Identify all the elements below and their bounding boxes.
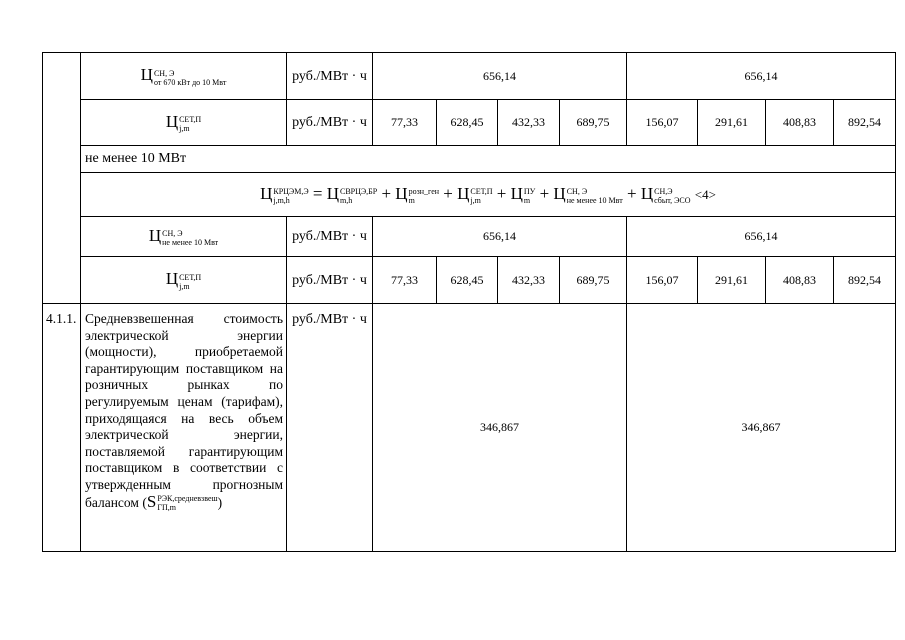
formula-sup: розн_ген xyxy=(408,186,440,196)
formula-sub: сбыт, ЭСО xyxy=(654,195,691,205)
table-row xyxy=(43,304,896,552)
value-cell: 656,14 xyxy=(627,53,896,100)
formula-sup: СН, Э xyxy=(566,186,588,196)
description-text: Средневзвешенная стоимость электрической энергии (мощности), приобретаемой гарантирующим поставщиком на розничных рынках по регулируемым ценам (тарифам), приходящаяся на весь объем электрической энергии, поставляемой гарантирующим поставщиком в соответствии с утвержденным прогнозным балансом xyxy=(85,311,283,510)
price-symbol: Ц xyxy=(165,111,179,131)
value-cell: 892,54 xyxy=(834,100,896,146)
table-row xyxy=(43,217,896,257)
symbol-superscript: СЕТ,П xyxy=(179,115,202,125)
value-cell: 656,14 xyxy=(373,53,627,100)
value-cell: 689,75 xyxy=(560,257,627,304)
value-cell: 346,867 xyxy=(373,304,627,552)
param-symbol-cell xyxy=(81,257,287,304)
price-symbol: Ц xyxy=(140,65,153,85)
index-cell: 4.1.1. xyxy=(43,304,81,552)
table-row xyxy=(43,100,896,146)
table-row xyxy=(43,53,896,100)
symbol-subscript: j,m xyxy=(179,124,190,134)
section-label: не менее 10 МВт xyxy=(81,146,896,173)
table-row xyxy=(43,257,896,304)
index-cell xyxy=(43,53,81,304)
formula-sup: СВРЦЭ,БР xyxy=(339,186,378,196)
symbol-subscript: j,m xyxy=(179,281,190,291)
table-row xyxy=(43,173,896,217)
table-row xyxy=(43,146,896,173)
balance-superscript: РЭК,средневзвеш xyxy=(157,494,218,504)
param-symbol-cell xyxy=(81,53,287,100)
value-cell: 432,33 xyxy=(498,257,560,304)
formula-sup: ПУ xyxy=(523,186,536,196)
value-cell: 628,45 xyxy=(437,257,498,304)
unit-cell: руб./МВт · ч xyxy=(287,304,373,552)
price-symbol: Ц xyxy=(148,225,162,245)
unit-cell: руб./МВт · ч xyxy=(287,100,373,146)
value-cell: 156,07 xyxy=(627,100,698,146)
tariff-table xyxy=(42,52,896,552)
value-cell: 432,33 xyxy=(498,100,560,146)
value-cell: 77,33 xyxy=(373,257,437,304)
balance-subscript: ГП,m xyxy=(157,503,176,513)
formula-sub: m xyxy=(408,195,415,205)
value-cell: 656,14 xyxy=(627,217,896,257)
formula-sub: m xyxy=(523,195,531,205)
formula-sup: СН,Э xyxy=(654,186,673,196)
price-symbol: Ц xyxy=(165,269,179,289)
symbol-subscript: от 670 кВт до 10 Мвт xyxy=(153,77,227,87)
value-cell: 156,07 xyxy=(627,257,698,304)
description-cell: Средневзвешенная стоимость электрической энергии (мощности), приобретаемой гарантирующим поставщиком на розничных рынках по регулируемым ценам (тарифам), приходящаяся на весь объем электрической энергии, поставляемой гарантирующим поставщиком в соответствии с утвержденным прогнозным балансом (S РЭК,средневзвеш ГП,m ) xyxy=(81,304,287,552)
value-cell: 77,33 xyxy=(373,100,437,146)
formula-sup: СЕТ,П xyxy=(470,186,493,196)
formula-sub: не менее 10 Мвт xyxy=(566,195,623,205)
unit-cell: руб./МВт · ч xyxy=(287,257,373,304)
formula-sub: j,m xyxy=(470,195,481,205)
param-symbol-cell xyxy=(81,100,287,146)
formula-note: <4> xyxy=(694,187,716,203)
value-cell: 291,61 xyxy=(698,100,766,146)
symbol-superscript: СН, Э xyxy=(153,68,175,78)
formula-cell: Ц КРЦЭМ,Э j,m,h = Ц СВРЦЭ,БР m,h + Ц розн_ген m + Ц СЕТ,П j,m + Ц ПУ m + Ц СН, Э не менее 10 Мвт + Ц СН,Э сбыт, ЭСО <4> xyxy=(81,173,896,217)
formula-sub: m,h xyxy=(339,195,353,205)
balance-symbol: S xyxy=(146,491,157,511)
formula-sub: j,m,h xyxy=(273,195,290,205)
value-cell: 408,83 xyxy=(766,257,834,304)
symbol-subscript: не менее 10 Мвт xyxy=(162,238,219,248)
value-cell: 408,83 xyxy=(766,100,834,146)
param-symbol-cell xyxy=(81,217,287,257)
formula-sup: КРЦЭМ,Э xyxy=(273,186,309,196)
value-cell: 892,54 xyxy=(834,257,896,304)
value-cell: 346,867 xyxy=(627,304,896,552)
symbol-superscript: СЕТ,П xyxy=(179,272,202,282)
value-cell: 628,45 xyxy=(437,100,498,146)
unit-cell: руб./МВт · ч xyxy=(287,217,373,257)
unit-cell: руб./МВт · ч xyxy=(287,53,373,100)
value-cell: 291,61 xyxy=(698,257,766,304)
symbol-superscript: СН, Э xyxy=(162,229,183,239)
value-cell: 656,14 xyxy=(373,217,627,257)
value-cell: 689,75 xyxy=(560,100,627,146)
